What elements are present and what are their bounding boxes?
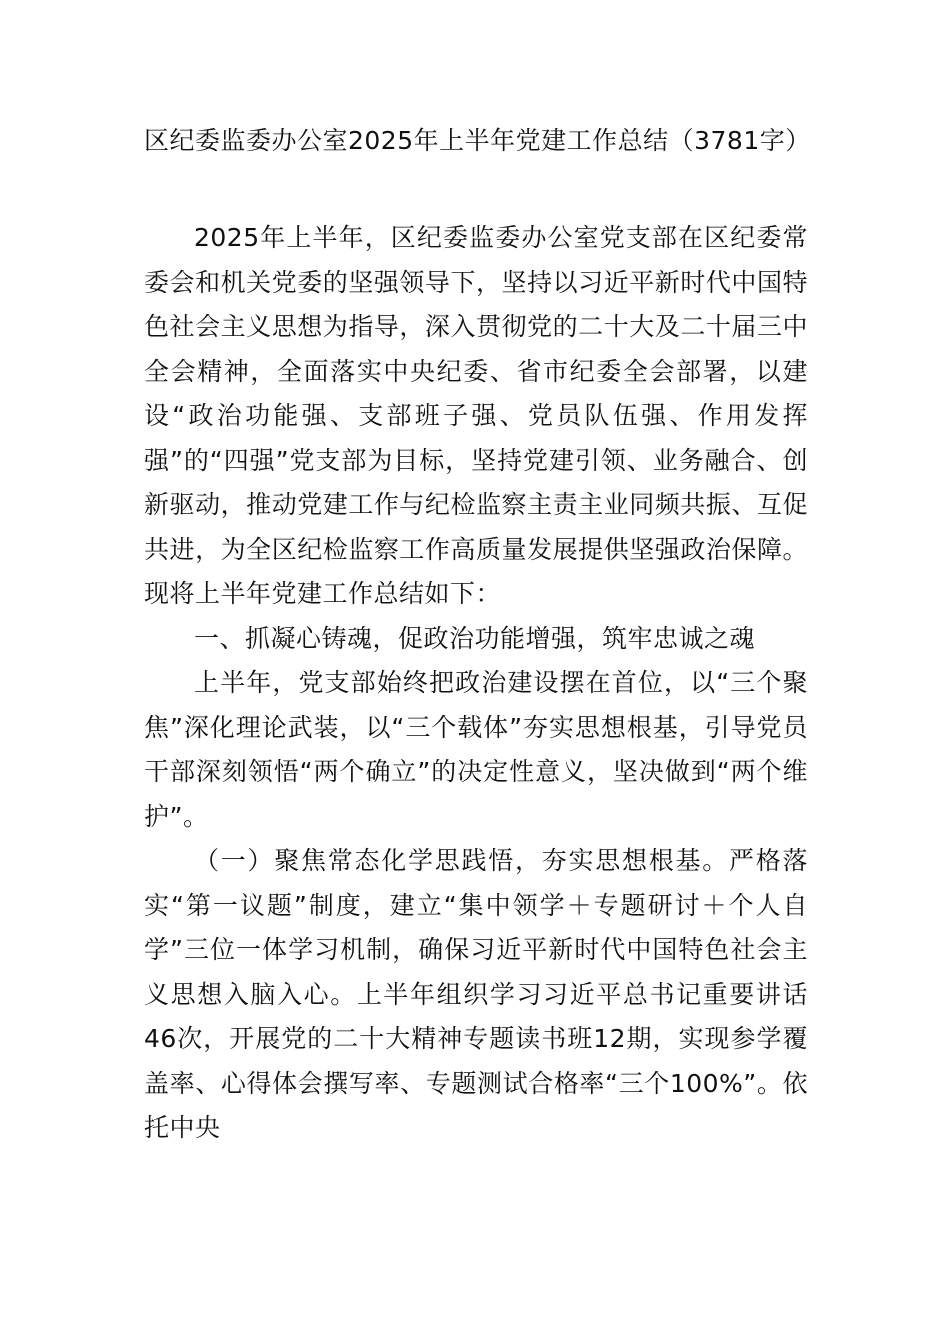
- subsection-1-paragraph: （一）聚焦常态化学思践悟，夯实思想根基。严格落实“第一议题”制度，建立“集中领学＋专题研讨＋个人自学”三位一体学习机制，确保习近平新时代中国特色社会主义思想入脑入心。上半年组织学习习近平总书记重要讲话46次，开展党的二十大精神专题读书班12期，实现参学覆盖率、心得体会撰写率、专题测试合格率“三个100%”。依托中央: [144, 846, 808, 1142]
- intro-paragraph: 2025年上半年，区纪委监委办公室党支部在区纪委常委会和机关党委的坚强领导下，坚持以习近平新时代中国特色社会主义思想为指导，深入贯彻党的二十大及二十届三中全会精神，全面落实中央纪委、省市纪委全会部署，以建设“政治功能强、支部班子强、党员队伍强、作用发挥强”的“四强”党支部为目标，坚持党建引领、业务融合、创新驱动，推动党建工作与纪检监察主责主业同频共振、互促共进，为全区纪检监察工作高质量发展提供坚强政治保障。现将上半年党建工作总结如下：: [144, 223, 808, 608]
- section-heading-1: 一、抓凝心铸魂，促政治功能增强，筑牢忠诚之魂: [194, 623, 756, 653]
- section-1-paragraph: 上半年，党支部始终把政治建设摆在首位，以“三个聚焦”深化理论武装，以“三个载体”夯实思想根基，引导党员干部深刻领悟“两个确立”的决定性意义，坚决做到“两个维护”。: [144, 668, 808, 831]
- document-title: 区纪委监委办公室2025年上半年党建工作总结（3781字）: [144, 126, 811, 155]
- document-page: [144, 118, 811, 1151]
- title-spacer: [144, 164, 808, 216]
